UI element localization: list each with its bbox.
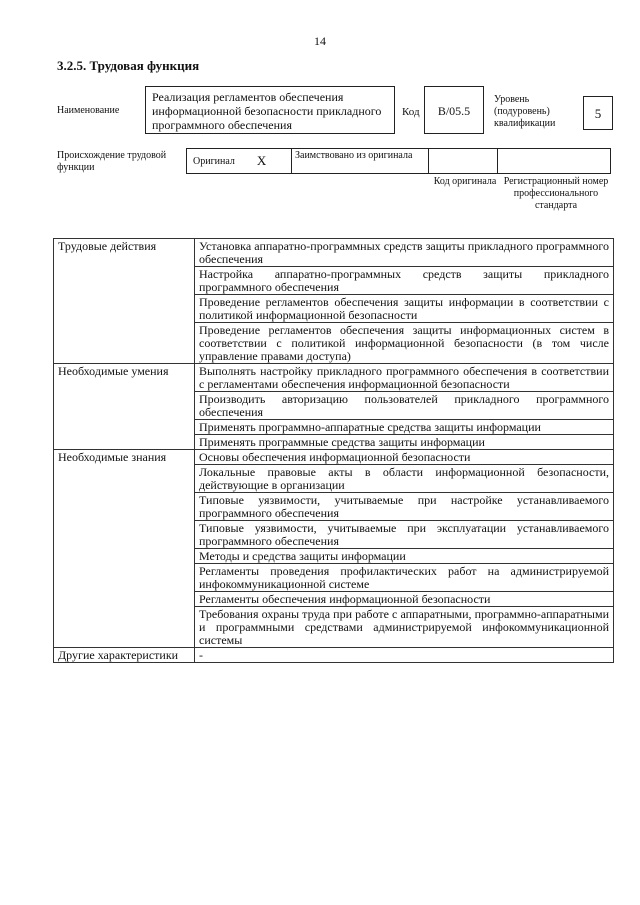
section-item: Производить авторизацию пользователей прикладного программного обеспечения bbox=[195, 392, 614, 420]
table-row bbox=[54, 648, 614, 663]
registration-number-caption: Регистрационный номер профессионального стандарта bbox=[503, 176, 609, 211]
section-item: Проведение регламентов обеспечения защиты информации в соответствии с политикой информационной безопасности bbox=[195, 295, 614, 323]
section-item: Типовые уязвимости, учитываемые при эксплуатации устанавливаемого программного обеспечения bbox=[195, 521, 614, 549]
table-row bbox=[54, 364, 614, 392]
section-title-cell: Трудовые действия bbox=[54, 239, 195, 364]
section-item: Основы обеспечения информационной безопасности bbox=[195, 450, 614, 465]
original-code-caption: Код оригинала bbox=[433, 176, 497, 187]
section-title-cell: Необходимые знания bbox=[54, 450, 195, 648]
section-item: Локальные правовые акты в области информационной безопасности, действующие в организации bbox=[195, 465, 614, 493]
origin-table bbox=[187, 148, 613, 174]
level-label: Уровень (подуровень) квалификации bbox=[494, 94, 556, 129]
section-item: Требования охраны труда при работе с аппаратными, программно-аппаратными и программными средствами администрируемой инфокоммуникационной системы bbox=[195, 607, 614, 648]
section-item: Регламенты проведения профилактических работ на администрируемой инфокоммуникационной системе bbox=[195, 564, 614, 592]
origin-label: Происхождение трудовой функции bbox=[57, 150, 167, 173]
name-label: Наименование bbox=[57, 105, 120, 116]
section-title: 3.2.5. Трудовая функция bbox=[57, 58, 200, 73]
table-row bbox=[54, 450, 614, 465]
original-label: Оригинал bbox=[193, 155, 235, 167]
table-row bbox=[54, 239, 614, 267]
section-title-cell: Другие характеристики bbox=[54, 648, 195, 663]
section-item: Выполнять настройку прикладного программного обеспечения в соответствии с регламентами обеспечения информационной безопасности bbox=[195, 364, 614, 392]
section-item: Типовые уязвимости, учитываемые при настройке устанавливаемого программного обеспечения bbox=[195, 493, 614, 521]
section-item: Применять программно-аппаратные средства защиты информации bbox=[195, 420, 614, 435]
level-value: 5 bbox=[583, 96, 613, 130]
section-item: Применять программные средства защиты информации bbox=[195, 435, 614, 450]
section-item: Регламенты обеспечения информационной безопасности bbox=[195, 592, 614, 607]
section-item: Установка аппаратно-программных средств защиты прикладного программного обеспечения bbox=[195, 239, 614, 267]
name-value: Реализация регламентов обеспечения информационной безопасности прикладного программного обеспечения bbox=[145, 86, 395, 134]
code-value: B/05.5 bbox=[424, 86, 484, 134]
section-item: Проведение регламентов обеспечения защиты информационных систем в соответствии с политикой информационной безопасности (в том числе управление правами доступа) bbox=[195, 323, 614, 364]
original-mark: X bbox=[256, 153, 267, 168]
registration-number-cell bbox=[497, 148, 611, 174]
section-item: Методы и средства защиты информации bbox=[195, 549, 614, 564]
section-item: Настройка аппаратно-программных средств защиты прикладного программного обеспечения bbox=[195, 267, 614, 295]
function-details-table bbox=[53, 238, 614, 663]
borrowed-label: Заимствовано из оригинала bbox=[291, 148, 429, 174]
section-item: - bbox=[195, 648, 614, 663]
code-label: Код bbox=[402, 106, 420, 118]
page-number: 14 bbox=[314, 34, 326, 48]
origin-original-cell bbox=[186, 148, 292, 174]
section-title-cell: Необходимые умения bbox=[54, 364, 195, 450]
original-code-cell bbox=[428, 148, 498, 174]
